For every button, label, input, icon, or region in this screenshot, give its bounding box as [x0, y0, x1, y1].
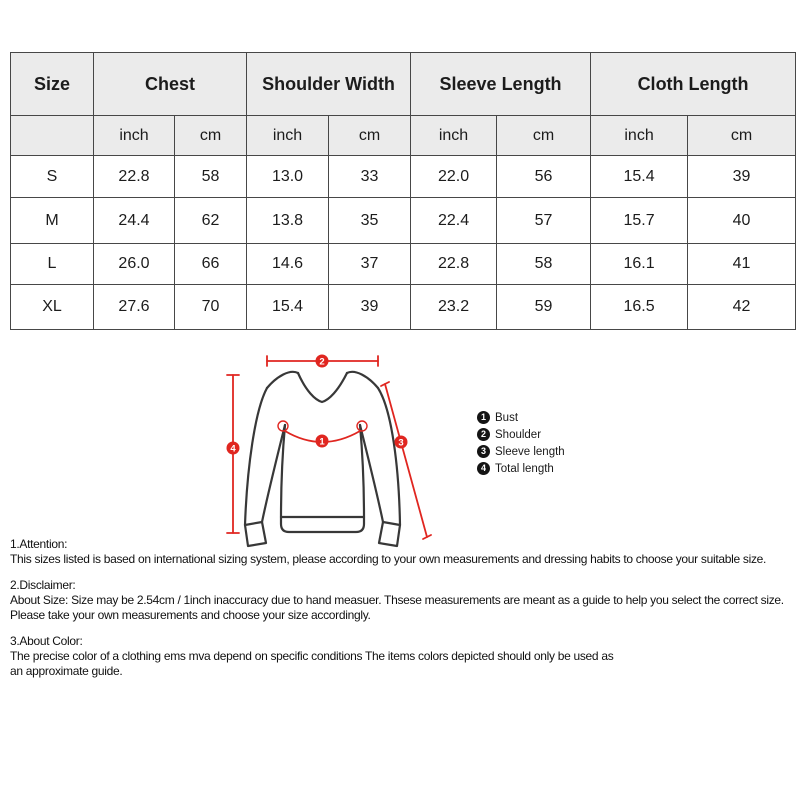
value-cell: 42	[688, 285, 796, 330]
unit-cell-cm: cm	[688, 116, 796, 156]
value-cell: 13.8	[247, 198, 329, 244]
value-cell: 35	[329, 198, 411, 244]
value-cell: 14.6	[247, 244, 329, 285]
value-cell: 27.6	[94, 285, 175, 330]
table-row	[11, 198, 796, 244]
unit-cell-inch: inch	[94, 116, 175, 156]
col-header-sleeve-length: Sleeve Length	[411, 53, 591, 116]
value-cell: 16.5	[591, 285, 688, 330]
note-body-line: About Size: Size may be 2.54cm / 1inch inaccuracy due to hand measuer. Thsese measurements are meant as a guide to help you select the correct size.	[10, 593, 784, 607]
value-cell: 70	[175, 285, 247, 330]
size-cell: L	[11, 244, 94, 285]
legend-item-sleeve-length	[477, 443, 565, 460]
size-cell: XL	[11, 285, 94, 330]
unit-cell-inch: inch	[591, 116, 688, 156]
value-cell: 15.7	[591, 198, 688, 244]
table-units-row	[11, 116, 796, 156]
value-cell: 22.0	[411, 156, 497, 198]
legend-label: Sleeve length	[495, 445, 565, 458]
legend-bullet-4: 4	[477, 462, 490, 475]
value-cell: 15.4	[591, 156, 688, 198]
value-cell: 56	[497, 156, 591, 198]
note-title: 3.About Color:	[10, 634, 83, 648]
value-cell: 41	[688, 244, 796, 285]
note-attention	[10, 537, 798, 567]
value-cell: 62	[175, 198, 247, 244]
size-cell: M	[11, 198, 94, 244]
value-cell: 66	[175, 244, 247, 285]
value-cell: 58	[497, 244, 591, 285]
table-row	[11, 156, 796, 198]
value-cell: 22.8	[411, 244, 497, 285]
table-row	[11, 285, 796, 330]
value-cell: 13.0	[247, 156, 329, 198]
marker-shoulder	[316, 355, 329, 368]
svg-text:3: 3	[398, 437, 404, 449]
value-cell: 58	[175, 156, 247, 198]
col-header-size: Size	[11, 53, 94, 116]
value-cell: 26.0	[94, 244, 175, 285]
legend-bullet-1: 1	[477, 411, 490, 424]
table-row	[11, 244, 796, 285]
value-cell: 23.2	[411, 285, 497, 330]
note-title: 1.Attention:	[10, 537, 68, 551]
value-cell: 16.1	[591, 244, 688, 285]
size-table	[10, 52, 796, 330]
legend-item-bust	[477, 409, 565, 426]
col-header-cloth-length: Cloth Length	[591, 53, 796, 116]
note-title: 2.Disclaimer:	[10, 578, 76, 592]
col-header-shoulder-width: Shoulder Width	[247, 53, 411, 116]
marker-length	[227, 442, 240, 455]
legend-label: Bust	[495, 411, 519, 424]
value-cell: 57	[497, 198, 591, 244]
value-cell: 15.4	[247, 285, 329, 330]
marker-sleeve	[395, 436, 408, 449]
value-cell: 39	[329, 285, 411, 330]
unit-cell-inch: inch	[411, 116, 497, 156]
unit-cell-cm: cm	[497, 116, 591, 156]
col-header-chest: Chest	[94, 53, 247, 116]
value-cell: 59	[497, 285, 591, 330]
note-body-line: The precise color of a clothing ems mva depend on specific conditions The items colors depicted should only be used as	[10, 649, 614, 663]
unit-cell-cm: cm	[329, 116, 411, 156]
value-cell: 39	[688, 156, 796, 198]
size-cell: S	[11, 156, 94, 198]
sweater-outline-drawing	[245, 372, 400, 546]
marker-bust	[316, 435, 329, 448]
legend-bullet-3: 3	[477, 445, 490, 458]
value-cell: 33	[329, 156, 411, 198]
unit-cell-inch: inch	[247, 116, 329, 156]
note-body-line: an approximate guide.	[10, 664, 123, 678]
value-cell: 37	[329, 244, 411, 285]
legend-item-shoulder	[477, 426, 565, 443]
legend-item-total-length	[477, 460, 565, 477]
measure-sleeve-line	[381, 382, 431, 539]
note-about-color	[10, 634, 798, 679]
value-cell: 22.4	[411, 198, 497, 244]
empty-header-cell	[11, 116, 94, 156]
legend-label: Shoulder	[495, 428, 542, 441]
note-disclaimer	[10, 578, 798, 623]
value-cell: 22.8	[94, 156, 175, 198]
table-header-row	[11, 53, 796, 116]
svg-text:1: 1	[319, 436, 325, 448]
note-body-line: This sizes listed is based on international sizing system, please according to your own measurements and dressing habits to choose your suitable size.	[10, 552, 767, 566]
svg-text:2: 2	[319, 356, 325, 368]
measurement-legend	[477, 409, 565, 477]
note-body-line: Please take your own measurements and choose your size accordingly.	[10, 608, 371, 622]
value-cell: 40	[688, 198, 796, 244]
sweater-measurement-diagram	[185, 348, 445, 553]
svg-text:4: 4	[230, 443, 236, 455]
notes-section	[10, 537, 798, 690]
value-cell: 24.4	[94, 198, 175, 244]
unit-cell-cm: cm	[175, 116, 247, 156]
legend-label: Total length	[495, 462, 554, 475]
legend-bullet-2: 2	[477, 428, 490, 441]
